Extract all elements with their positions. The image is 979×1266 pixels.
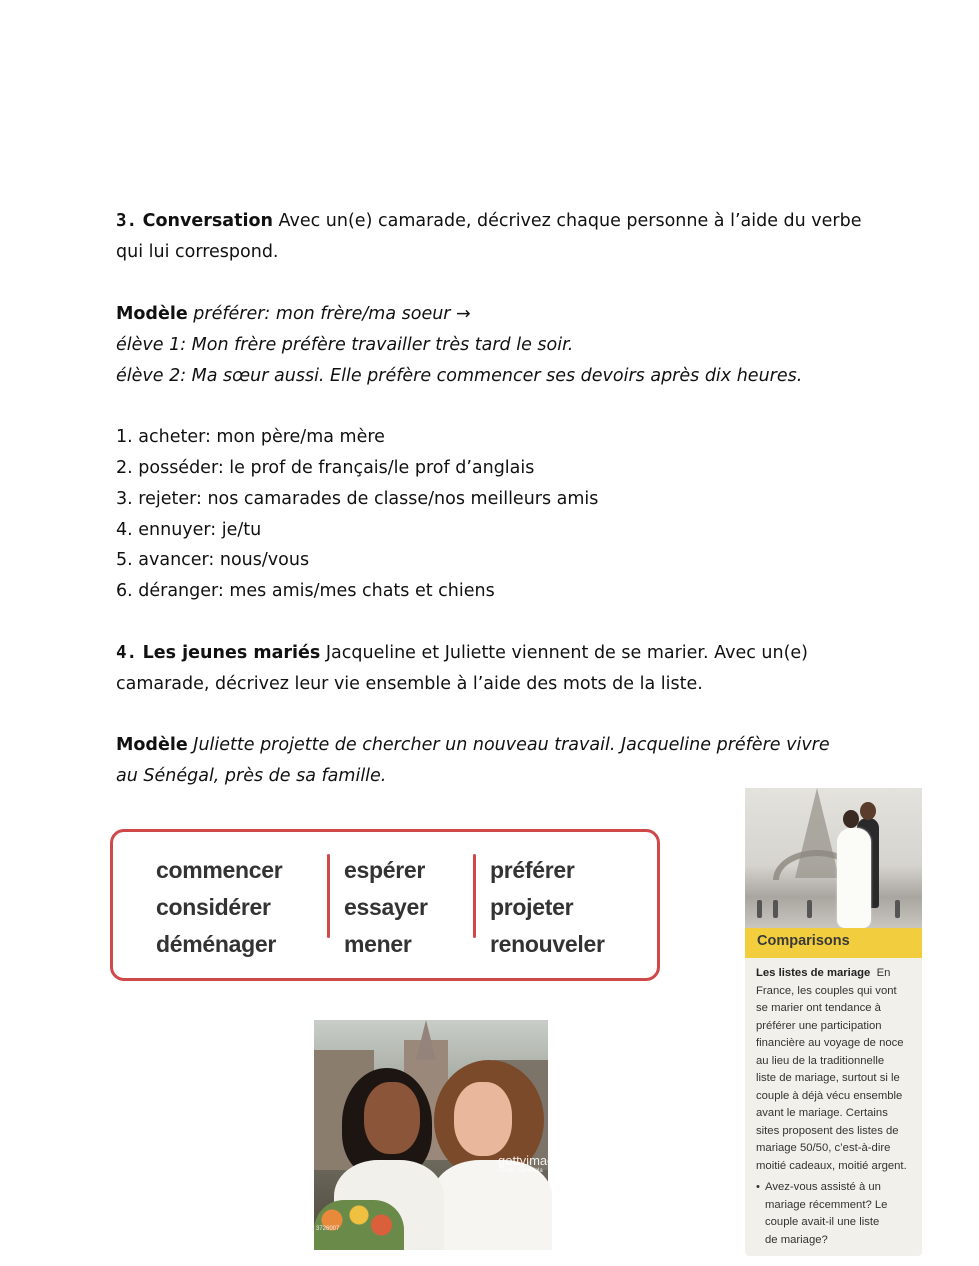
word-bank-word: préférer bbox=[490, 857, 575, 883]
exercise4-model-label: Modèle bbox=[116, 735, 188, 755]
bullet-icon: • bbox=[756, 1181, 760, 1193]
comparisons-body-line: France, les couples qui vont bbox=[756, 984, 897, 997]
word-bank-word: essayer bbox=[344, 894, 428, 920]
comparisons-body-line: liste de mariage, surtout si le bbox=[756, 1072, 900, 1084]
word-bank-word: mener bbox=[344, 931, 412, 957]
comparisons-body bbox=[756, 965, 916, 1175]
exercise3-item: 2. posséder: le prof de français/le prof d’anglais bbox=[116, 458, 535, 478]
bystander bbox=[773, 900, 778, 918]
bystander bbox=[895, 900, 900, 918]
getty-credit: Credit: LumiNola bbox=[498, 1168, 543, 1174]
comparisons-body-line: Les listes de mariage En bbox=[756, 967, 891, 979]
getty-watermark: gettyimag Credit: LumiNola bbox=[498, 1153, 555, 1174]
bouquet-shape bbox=[314, 1200, 404, 1250]
comparisons-question: • Avez-vous assisté à un mariage récemment? Le couple avait-il une liste de mariage? bbox=[756, 1181, 888, 1246]
word-bank-column-2 bbox=[344, 852, 428, 963]
exercise4-title: Les jeunes mariés bbox=[142, 643, 321, 663]
comparisons-body-line: se marier ont tendance à bbox=[756, 1002, 881, 1014]
image-id: 3726007 bbox=[316, 1226, 340, 1232]
exercise4-model bbox=[116, 734, 830, 756]
exercise3-instruction-line1 bbox=[116, 210, 862, 232]
exercise3-title: Conversation bbox=[142, 211, 273, 231]
word-bank-divider bbox=[473, 854, 476, 938]
exercise3-model-line1: élève 1: Mon frère préfère travailler très tard le soir. bbox=[116, 335, 574, 355]
exercise3-instruction-line2: qui lui correspond. bbox=[116, 242, 279, 262]
word-bank-column-1 bbox=[156, 852, 282, 963]
woman-right-face bbox=[454, 1082, 512, 1156]
exercise3-model-label: Modèle bbox=[116, 304, 188, 324]
comparisons-body-line: sites proposent des listes de bbox=[756, 1124, 899, 1137]
word-bank-word: commencer bbox=[156, 857, 283, 883]
word-bank-divider bbox=[327, 854, 330, 938]
church-spire-shape bbox=[416, 1020, 436, 1060]
comparisons-body-line: mariage 50/50, c’est-à-dire bbox=[756, 1142, 891, 1154]
comparisons-body-line: préférer une participation bbox=[756, 1019, 882, 1032]
exercise3-item: 5. avancer: nous/vous bbox=[116, 550, 310, 570]
bystander bbox=[807, 900, 812, 918]
bride-head bbox=[843, 810, 859, 828]
exercise3-item: 4. ennuyer: je/tu bbox=[116, 520, 262, 540]
exercise3-item: 6. déranger: mes amis/mes chats et chiens bbox=[116, 581, 495, 601]
bystander bbox=[757, 900, 762, 918]
comparisons-body-line: couple à déjà vécu ensemble bbox=[756, 1089, 903, 1102]
exercise3-model-line2: élève 2: Ma sœur aussi. Elle préfère commencer ses devoirs après dix heures. bbox=[116, 366, 803, 386]
comparisons-body-line: au lieu de la traditionnelle bbox=[756, 1054, 885, 1067]
exercise3-model-prompt: préférer: mon frère/ma soeur → bbox=[193, 304, 471, 324]
exercise3-item: 1. acheter: mon père/ma mère bbox=[116, 427, 385, 447]
comparisons-body-line: moitié cadeaux, moitié argent. bbox=[756, 1159, 907, 1172]
exercise4-model-line2: au Sénégal, près de sa famille. bbox=[116, 766, 387, 786]
exercise3-model bbox=[116, 303, 471, 325]
exercise4-instruction: Jacqueline et Juliette viennent de se marier. Avec un(e) bbox=[325, 643, 808, 663]
comparisons-lead: Les listes de mariage bbox=[756, 967, 871, 979]
word-bank-word: renouveler bbox=[490, 931, 605, 957]
word-bank-word: espérer bbox=[344, 857, 426, 883]
exercise4-instruction-line1 bbox=[116, 642, 808, 664]
comparisons-body-line: financière au voyage de noce bbox=[756, 1037, 904, 1049]
word-bank-column-3 bbox=[490, 852, 605, 963]
wedding-eiffel-photo bbox=[745, 788, 922, 928]
woman-left-face bbox=[364, 1082, 420, 1154]
exercise4-model-line1: Juliette projette de chercher un nouveau travail. Jacqueline préfère vivre bbox=[193, 735, 830, 755]
word-bank bbox=[110, 829, 660, 981]
exercise4-number: 4. bbox=[116, 643, 138, 663]
comparisons-body-line: avant le mariage. Certains bbox=[756, 1107, 888, 1119]
exercise3-instruction: Avec un(e) camarade, décrivez chaque personne à l’aide du verbe bbox=[278, 211, 862, 231]
exercise4-instruction-line2: camarade, décrivez leur vie ensemble à l’aide des mots de la liste. bbox=[116, 674, 703, 694]
exercise3-number: 3. bbox=[116, 211, 138, 231]
comparisons-sidebar bbox=[745, 788, 922, 1256]
comparisons-header bbox=[745, 928, 922, 958]
word-bank-word: projeter bbox=[490, 894, 574, 920]
groom-head bbox=[860, 802, 876, 820]
word-bank-word: considérer bbox=[156, 894, 271, 920]
comparisons-title: Comparisons bbox=[757, 933, 850, 949]
bride-figure bbox=[837, 828, 871, 928]
couple-photo bbox=[314, 1020, 555, 1240]
exercise3-item: 3. rejeter: nos camarades de classe/nos meilleurs amis bbox=[116, 489, 599, 509]
word-bank-word: déménager bbox=[156, 931, 277, 957]
